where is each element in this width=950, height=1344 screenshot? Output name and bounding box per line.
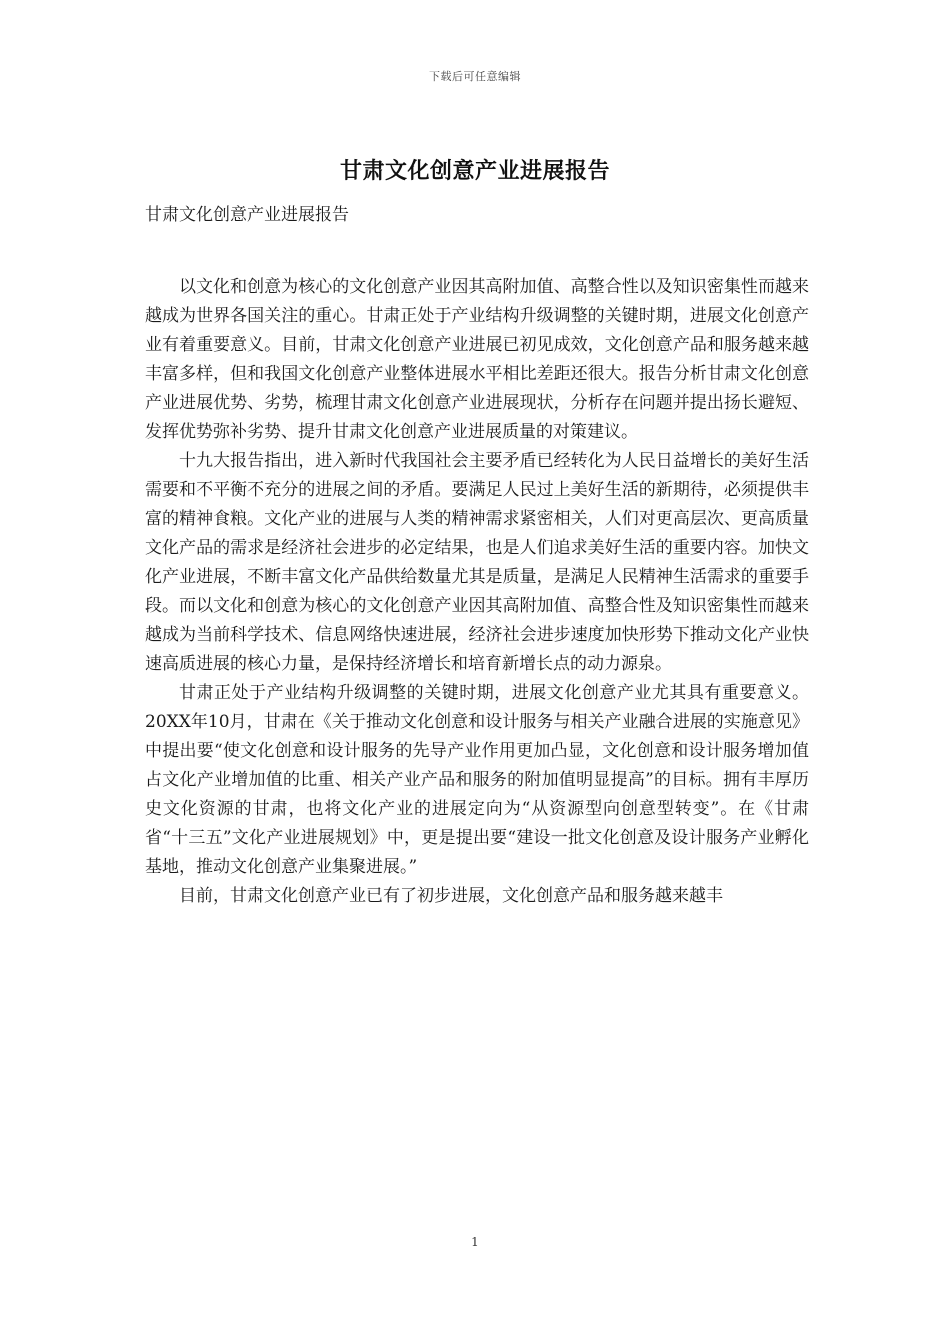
paragraph: 目前，甘肃文化创意产业已有了初步进展，文化创意产品和服务越来越丰 xyxy=(179,886,723,906)
page-number: 1 xyxy=(471,1235,479,1249)
body-text xyxy=(145,273,809,911)
paragraph: 甘肃正处于产业结构升级调整的关键时期，进展文化创意产业尤其具有重要意义。20XX年10月，甘肃在《关于推动文化创意和设计服务与相关产业融合进展的实施意见》中提出要“使文化创意和设计服务的先导产业作用更加凸显，文化创意和设计服务增加值占文化产业增加值的比重、相关产业产品和服务的附加值明显提高”的目标。拥有丰厚历史文化资源的甘肃，也将文化产业的进展定向为“从资源型向创意型转变”。在《甘肃省“十三五”文化产业进展规划》中，更是提出要“建设一批文化创意及设计服务产业孵化基地，推动文化创意产业集聚进展。” xyxy=(145,683,809,877)
paragraph: 以文化和创意为核心的文化创意产业因其高附加值、高整合性以及知识密集性而越来越成为世界各国关注的重心。甘肃正处于产业结构升级调整的关键时期，进展文化创意产业有着重要意义。目前，甘肃文化创意产业进展已初见成效，文化创意产品和服务越来越丰富多样，但和我国文化创意产业整体进展水平相比差距还很大。报告分析甘肃文化创意产业进展优势、劣势，梳理甘肃文化创意产业进展现状，分析存在问题并提出扬长避短、发挥优势弥补劣势、提升甘肃文化创意产业进展质量的对策建议。 xyxy=(145,277,809,442)
document-title: 甘肃文化创意产业进展报告 xyxy=(339,158,610,184)
paragraph: 十九大报告指出，进入新时代我国社会主要矛盾已经转化为人民日益增长的美好生活需要和不平衡不充分的进展之间的矛盾。要满足人民过上美好生活的新期待，必须提供丰富的精神食粮。文化产业的进展与人类的精神需求紧密相关，人们对更高层次、更高质量文化产品的需求是经济社会进步的必定结果，也是人们追求美好生活的重要内容。加快文化产业进展，不断丰富文化产品供给数量尤其是质量，是满足人民精神生活需求的重要手段。而以文化和创意为核心的文化创意产业因其高附加值、高整合性及知识密集性而越来越成为当前科学技术、信息网络快速进展，经济社会进步速度加快形势下推动文化产业快速高质进展的核心力量，是保持经济增长和培育新增长点的动力源泉。 xyxy=(145,451,809,674)
document-subtitle: 甘肃文化创意产业进展报告 xyxy=(145,205,349,225)
header-note: 下载后可任意编辑 xyxy=(429,70,521,83)
